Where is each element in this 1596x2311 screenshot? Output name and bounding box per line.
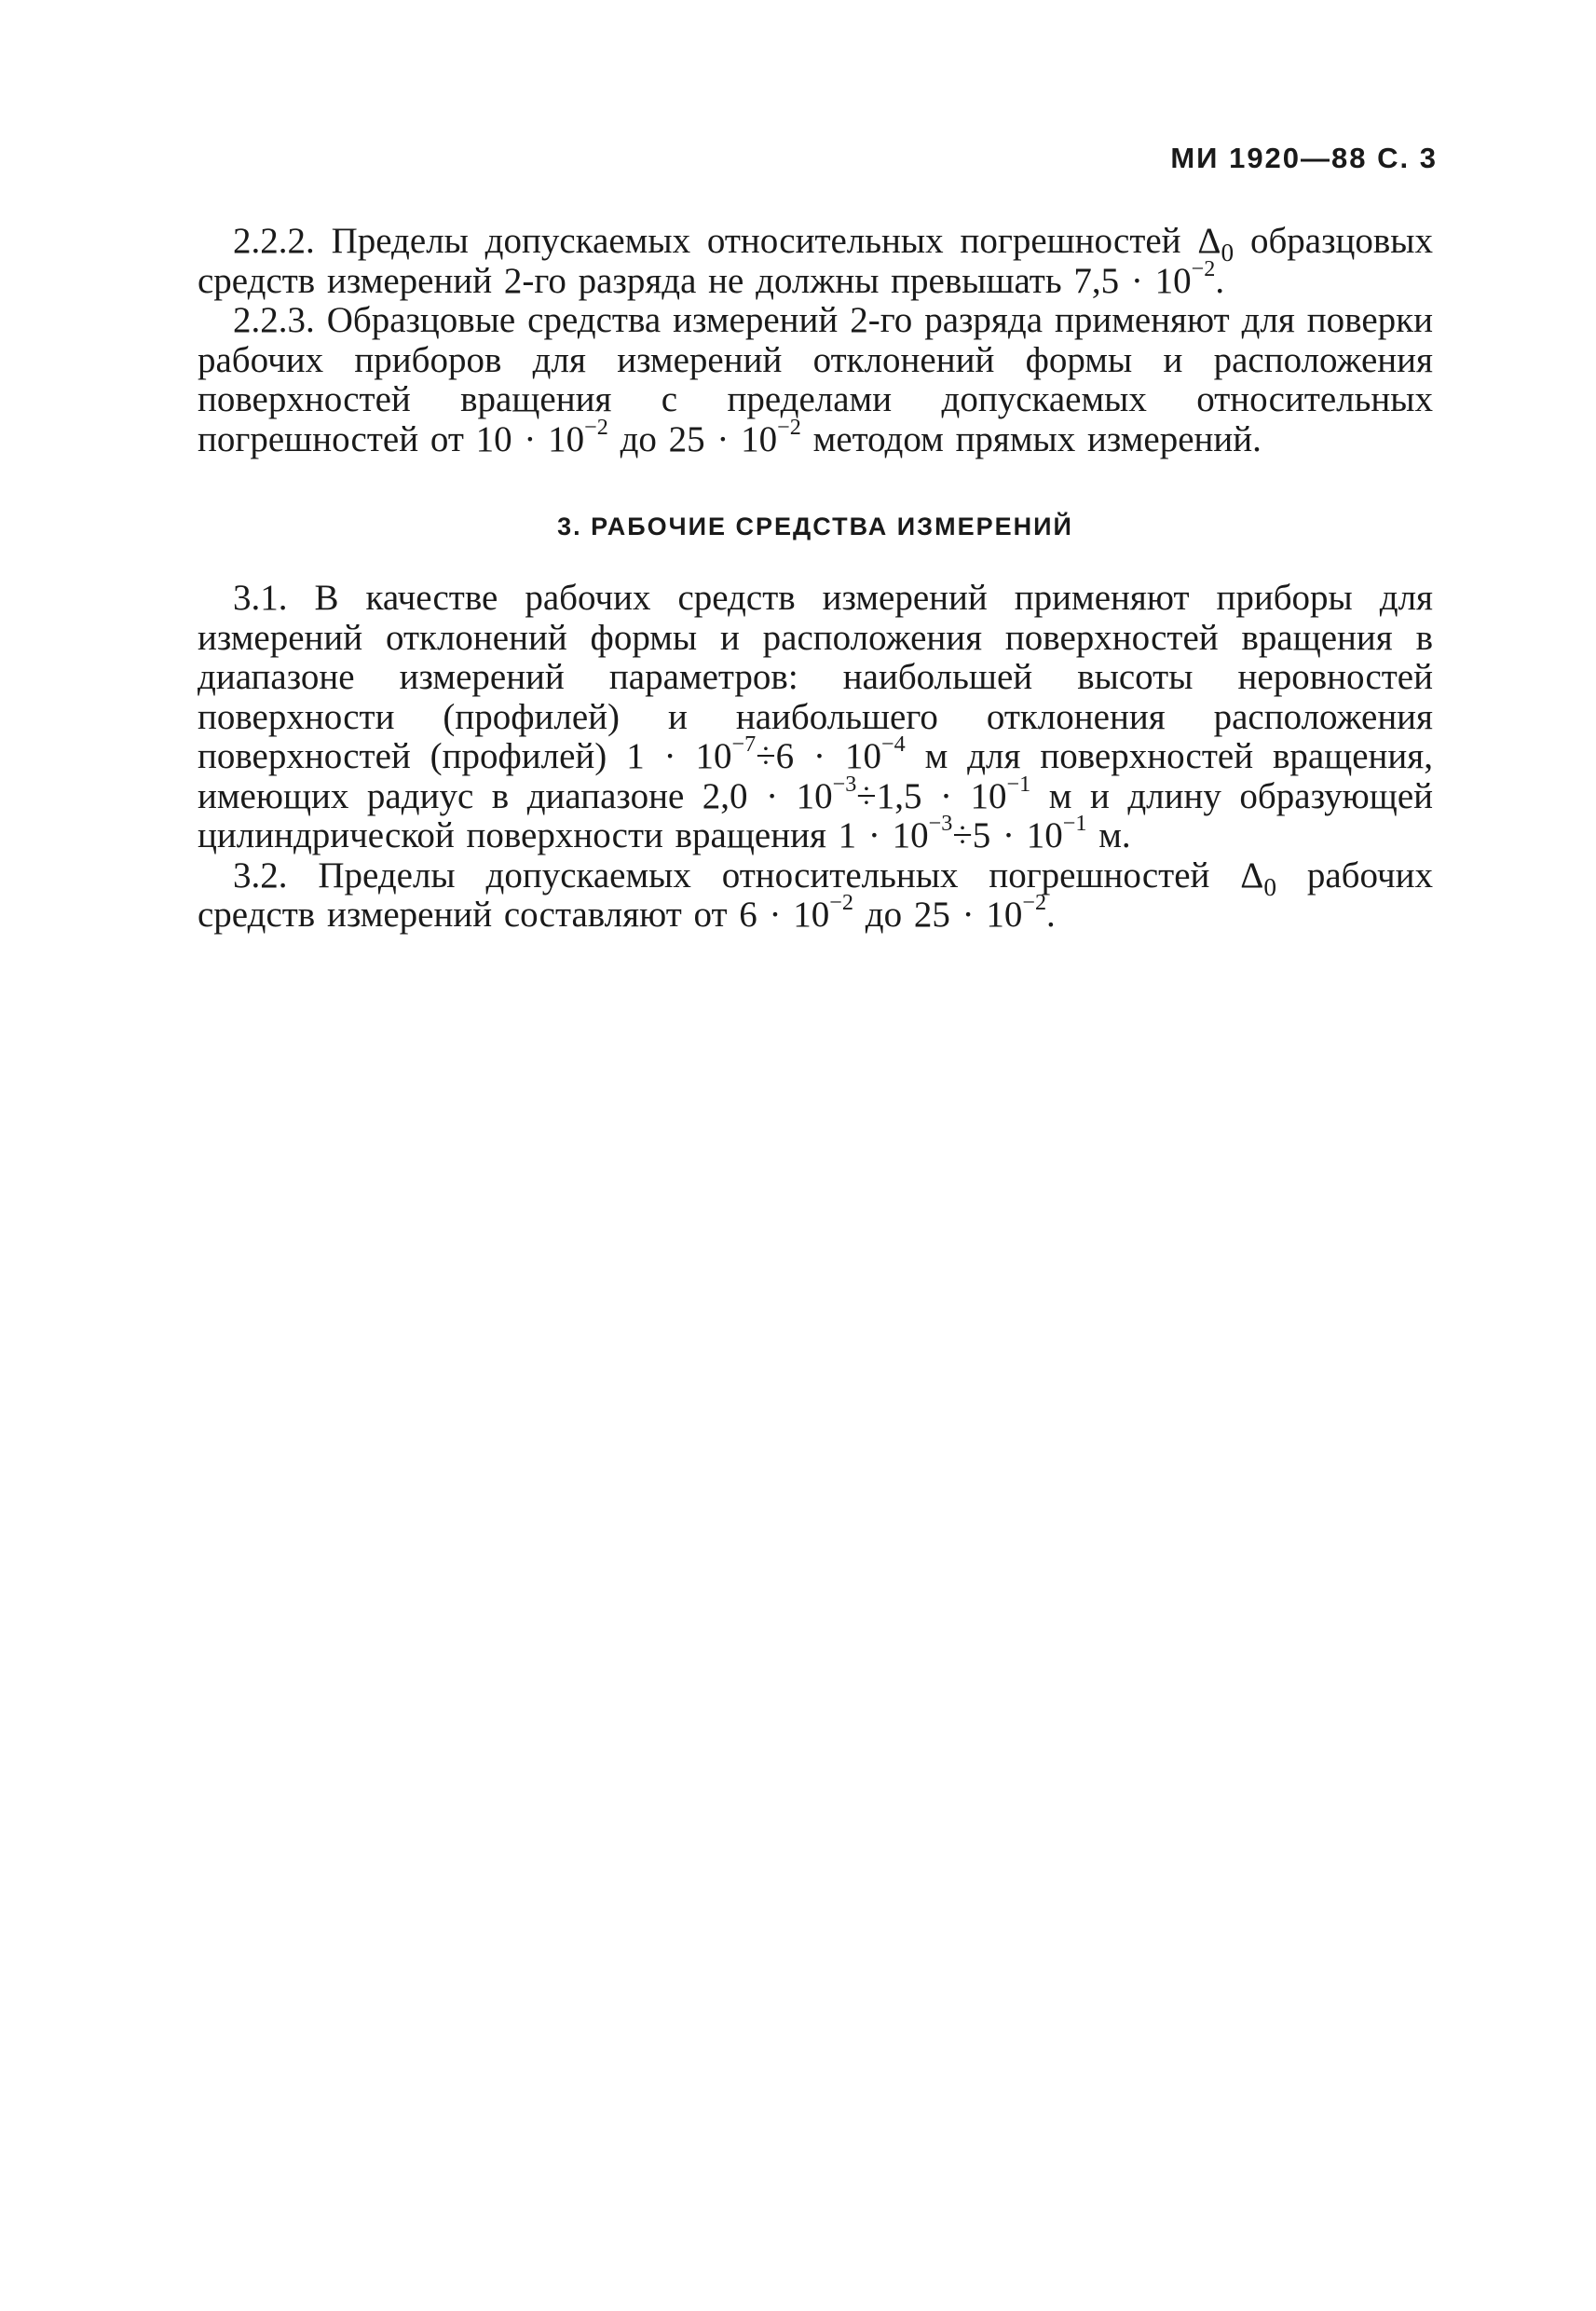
document-reference-header: МИ 1920—88 С. 3 (1170, 142, 1438, 174)
document-body (198, 222, 1433, 936)
exponent: −4 (880, 731, 906, 757)
paragraph-2-2-2-text-a: 2.2.2. Пределы допускаемых относительных погрешностей Δ (233, 221, 1221, 261)
paragraph-2-2-2 (198, 222, 1433, 301)
paragraph-3-1-text-b: ÷6 · 10 (756, 736, 881, 776)
exponent: −7 (731, 731, 757, 757)
paragraph-3-2 (198, 856, 1433, 936)
exponent: −2 (584, 414, 608, 440)
delta-subscript: 0 (1263, 872, 1276, 901)
paragraph-3-1-text-e: м и длину образующей цилиндрической поверхности вращения 1 · 10 (198, 775, 1433, 855)
exponent: −2 (1191, 255, 1216, 281)
paragraph-3-2-text-d: . (1046, 895, 1056, 935)
paragraph-3-2-text-c: до 25 · 10 (853, 895, 1023, 935)
paragraph-3-2-text-b: рабочих средств измерений составляют от 6 · 10 (198, 855, 1433, 935)
paragraph-2-2-3-text-b: до 25 · 10 (607, 418, 778, 459)
exponent: −1 (1006, 771, 1031, 797)
paragraph-3-1-text-g: м. (1086, 815, 1131, 855)
paragraph-3-1 (198, 579, 1433, 856)
delta-subscript: 0 (1221, 238, 1235, 267)
exponent: −3 (928, 810, 953, 836)
paragraph-3-1-text-a: 3.1. В качестве рабочих средств измерений применяют приборы для измерений отклонений формы и расположения поверхностей вращения в диапазоне измерений параметров: наибольшей высоты неровностей поверхности (профилей) и наибольшего отклонения расположения поверхностей (профилей) 1 · 10 (198, 578, 1433, 776)
paragraph-2-2-3 (198, 301, 1433, 459)
paragraph-2-2-3-text-a: 2.2.3. Образцовые средства измерений 2-го разряда применяют для поверки рабочих приборов для измерений отклонений формы и расположения поверхностей вращения с пределами допускаемых относительных погрешностей от 10 · 10 (198, 300, 1433, 459)
exponent: −3 (832, 771, 857, 797)
paragraph-2-2-3-text-c: методом прямых измерений. (800, 418, 1262, 459)
paragraph-3-1-text-f: ÷5 · 10 (952, 815, 1063, 855)
paragraph-3-2-text-a: 3.2. Пределы допускаемых относительных погрешностей Δ (233, 855, 1264, 896)
paragraph-2-2-2-text-c: . (1215, 260, 1225, 301)
exponent: −2 (777, 414, 801, 440)
paragraph-3-1-text-d: ÷1,5 · 10 (856, 775, 1007, 816)
exponent: −2 (829, 889, 853, 915)
paragraph-2-2-2-text-b: образцовых средств измерений 2-го разряда не должны превышать 7,5 · 10 (198, 221, 1433, 301)
section-3-heading: 3. РАБОЧИЕ СРЕДСТВА ИЗМЕРЕНИЙ (557, 513, 1073, 540)
exponent: −1 (1062, 810, 1087, 836)
exponent: −2 (1022, 889, 1047, 915)
paragraph-3-1-text-c: м для поверхностей вращения, имеющих радиус в диапазоне 2,0 · 10 (198, 736, 1433, 816)
